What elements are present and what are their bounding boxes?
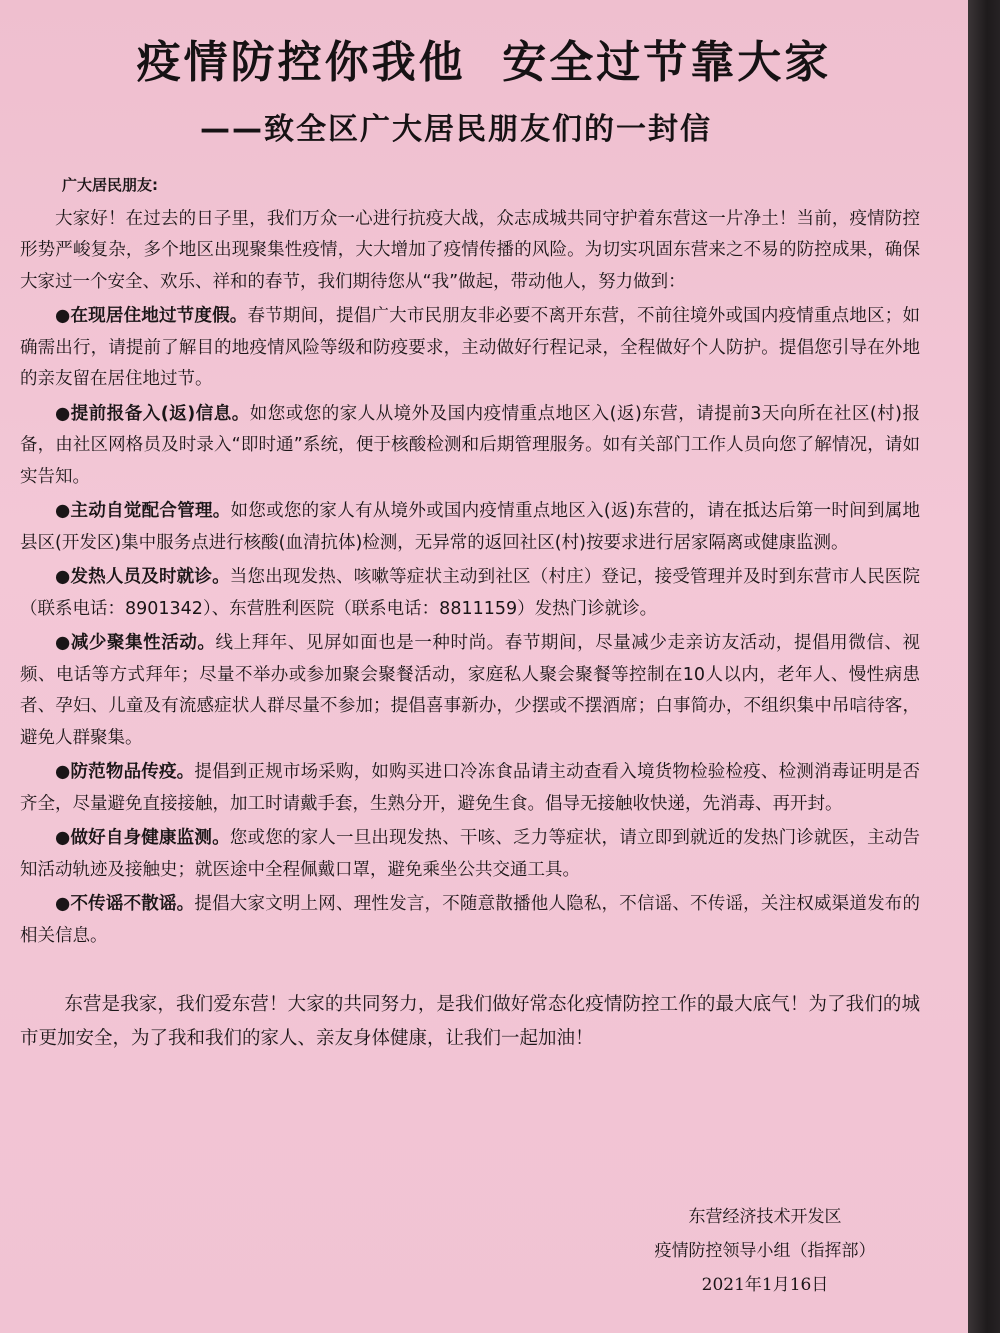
item-text: 线上拜年、见屏如面也是一种时尚。春节期间，尽量减少走亲访友活动，提倡用微信、视频、电话等方式拜年；尽量不举办或参加聚会聚餐活动，家庭私人聚会聚餐等控制在10人以内，老年人、慢性病患者、孕妇、儿童及有流感症状人群尽量不参加；提倡喜事新办，少摆或不摆酒席；白事简办，不组织集中吊唁待客，避免人群聚集。 xyxy=(20,633,920,748)
intro-paragraph: 大家好！在过去的日子里，我们万众一心进行抗疫大战，众志成城共同守护着东营这一片净土！当前，疫情防控形势严峻复杂，多个地区出现聚集性疫情，大大增加了疫情传播的风险。为切实巩固东营来之不易的防控成果，确保大家过一个安全、欢乐、祥和的春节，我们期待您从“我”做起，带动他人，努力做到： xyxy=(20,208,920,292)
item-fever-clinic xyxy=(20,562,920,625)
item-heading: ●发热人员及时就诊。 xyxy=(55,567,230,587)
item-no-rumors xyxy=(20,889,920,952)
item-health-monitoring xyxy=(20,823,920,886)
item-goods-safety xyxy=(20,757,920,820)
item-text: 如您或您的家人有从境外或国内疫情重点地区入(返)东营的，请在抵达后第一时间到属地县区(开发区)集中服务点进行核酸(血清抗体)检测，无异常的返回社区(村)按要求进行居家隔离或健康监测。 xyxy=(20,501,920,553)
item-heading: ●主动自觉配合管理。 xyxy=(55,501,231,521)
item-heading: ●减少聚集性活动。 xyxy=(55,633,216,653)
letter-subtitle: ——致全区广大居民朋友们的一封信 xyxy=(200,112,712,147)
item-heading: ●在现居住地过节度假。 xyxy=(55,306,248,326)
item-reduce-gathering xyxy=(20,628,920,754)
background-edge xyxy=(968,0,1000,1333)
item-stay-local xyxy=(20,301,920,396)
item-text: 您或您的家人一旦出现发热、干咳、乏力等症状，请立即到就近的发热门诊就医，主动告知活动轨迹及接触史；就医途中全程佩戴口罩，避免乘坐公共交通工具。 xyxy=(20,828,920,880)
greeting: 广大居民朋友: xyxy=(62,176,158,194)
closing-paragraph: 东营是我家，我们爱东营！大家的共同努力，是我们做好常态化疫情防控工作的最大底气！为了我们的城市更加安全，为了我和我们的家人、亲友身体健康，让我们一起加油！ xyxy=(20,994,920,1049)
item-text: 当您出现发热、咳嗽等症状主动到社区（村庄）登记，接受管理并及时到东营市人民医院（联系电话：8901342）、东营胜利医院（联系电话：8811159）发热门诊就诊。 xyxy=(20,567,920,619)
letter-title: 疫情防控你我他 安全过节靠大家 xyxy=(136,37,832,88)
item-text: 春节期间，提倡广大市民朋友非必要不离开东营，不前往境外或国内疫情重点地区；如确需出行，请提前了解目的地疫情风险等级和防疫要求，主动做好行程记录，全程做好个人防护。提倡您引导在外地的亲友留在居住地过节。 xyxy=(20,306,920,389)
item-heading: ●做好自身健康监测。 xyxy=(55,828,230,848)
signature-org-line2: 疫情防控领导小组（指挥部） xyxy=(654,1241,876,1261)
item-report-travel xyxy=(20,399,920,494)
item-text: 提倡到正规市场采购，如购买进口冷冻食品请主动查看入境货物检验检疫、检测消毒证明是否齐全，尽量避免直接接触，加工时请戴手套，生熟分开，避免生食。倡导无接触收快递，先消毒、再开封。 xyxy=(20,762,920,814)
item-cooperate xyxy=(20,496,920,559)
signature-block xyxy=(620,1200,910,1302)
item-text: 提倡大家文明上网、理性发言，不随意散播他人隐私，不信谣、不传谣，关注权威渠道发布的相关信息。 xyxy=(20,894,920,946)
item-text: 如您或您的家人从境外及国内疫情重点地区入(返)东营，请提前3天向所在社区(村)报备，由社区网格员及时录入“即时通”系统，便于核酸检测和后期管理服务。如有关部门工作人员向您了解情况，请如实告知。 xyxy=(20,403,920,487)
item-heading: ●不传谣不散谣。 xyxy=(55,894,195,914)
signature-date: 2021年1月16日 xyxy=(701,1275,829,1295)
letter-body xyxy=(20,170,920,1059)
item-heading: ●提前报备入(返)信息。 xyxy=(55,403,250,424)
signature-org-line1: 东营经济技术开发区 xyxy=(688,1207,842,1227)
item-heading: ●防范物品传疫。 xyxy=(55,762,195,782)
